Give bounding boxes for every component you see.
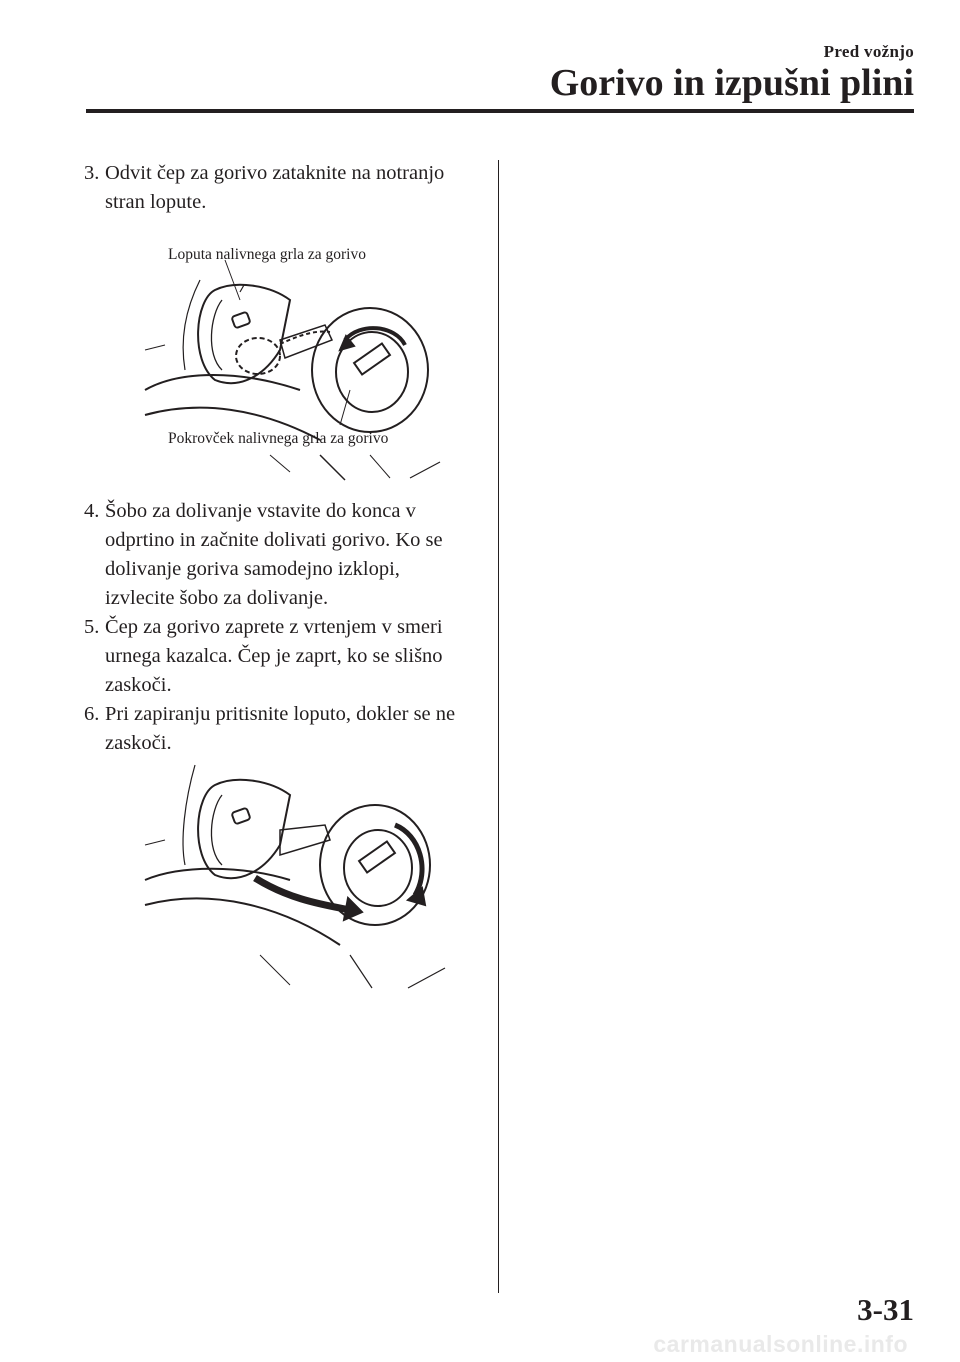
page-number: 3-31 xyxy=(857,1292,914,1327)
fuel-cap-closing-illustration xyxy=(140,760,450,1000)
step-text: Šobo za dolivanje vstavite do konca v odprtino in začnite dolivati gorivo. Ko se dolivanje goriva samodejno izklopi, izvlecite šobo za dolivanje. xyxy=(105,500,443,609)
step-item xyxy=(84,613,474,700)
header-rule xyxy=(86,109,914,113)
page-title: Gorivo in izpušni plini xyxy=(549,62,914,104)
step-text: Čep za gorivo zaprete z vrtenjem v smeri urnega kazalca. Čep je zaprt, ko se slišno zaskoči. xyxy=(105,616,443,696)
step-text: Odvit čep za gorivo zataknite na notranjo stran lopute. xyxy=(105,162,445,213)
callout-fuel-lid: Loputa nalivnega grla za gorivo xyxy=(168,246,366,263)
steps-list-top xyxy=(84,159,474,217)
step-item xyxy=(84,700,474,758)
step-number: 3. xyxy=(84,162,100,184)
step-number: 6. xyxy=(84,703,100,725)
column-divider xyxy=(498,160,499,1293)
step-item xyxy=(84,159,474,217)
steps-list-bottom xyxy=(84,497,474,758)
section-label: Pred vožnjo xyxy=(823,42,914,61)
step-number: 4. xyxy=(84,500,100,522)
fuel-cap-hooked-illustration xyxy=(140,240,450,490)
callout-fuel-cap: Pokrovček nalivnega grla za gorivo xyxy=(168,430,389,447)
footer-watermark: carmanualsonline.info xyxy=(653,1331,908,1357)
step-number: 5. xyxy=(84,616,100,638)
step-text: Pri zapiranju pritisnite loputo, dokler se ne zaskoči. xyxy=(105,703,456,754)
step-item xyxy=(84,497,474,613)
